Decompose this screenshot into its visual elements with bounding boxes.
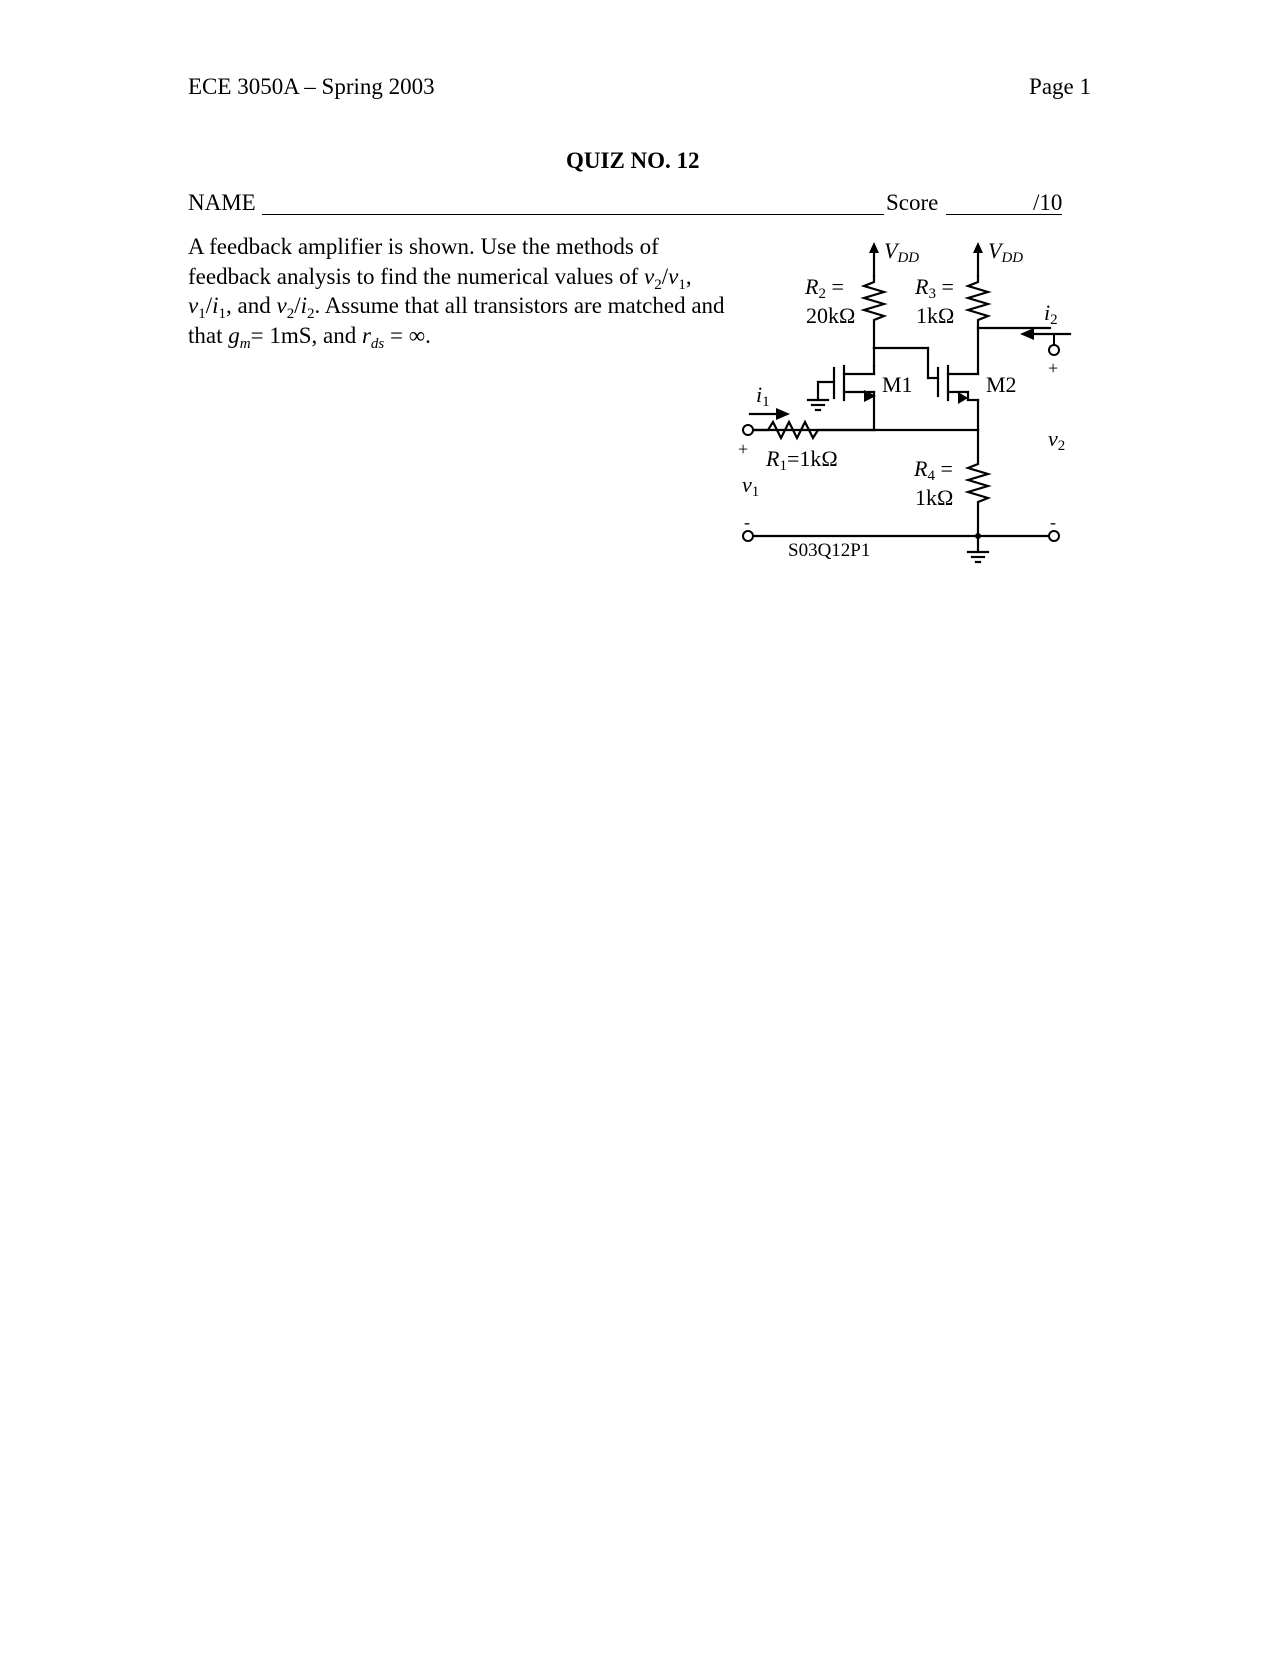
r3-label: R3 = — [915, 274, 954, 302]
input-terminal-plus — [743, 425, 753, 435]
r2-resistor — [864, 276, 884, 348]
m2-label: M2 — [986, 372, 1017, 397]
r4-resistor — [968, 430, 988, 536]
score-label: Score — [886, 190, 939, 215]
r2-label: R2 = — [805, 274, 844, 302]
figure-id: S03Q12P1 — [788, 540, 871, 561]
page-number: Page 1 — [1029, 74, 1091, 99]
v1-label: v1 — [742, 472, 760, 500]
vdd-label-2: VDD — [988, 238, 1024, 266]
v2-label: v2 — [1048, 426, 1066, 454]
r4-value: 1kΩ — [915, 485, 954, 510]
problem-statement: A feedback amplifier is shown. Use the methods of feedback analysis to find the numerical values of $v_2/v_1$, $v_1/i_1$, and $v_2/i_2$. Assume that all transistors are matched and that $g_m= 1mS$, and $r_{ds}$ = ∞. — [188, 234, 725, 352]
quiz-title: QUIZ NO. 12 — [566, 148, 700, 173]
r3-value: 1kΩ — [916, 303, 955, 328]
r4-label: R4 = — [914, 456, 953, 484]
output-minus-label: - — [1050, 512, 1056, 532]
m1-label: M1 — [882, 372, 913, 397]
vdd-label-1: VDD — [884, 238, 920, 266]
name-label: NAME — [188, 190, 256, 215]
score-total: /10 — [1033, 190, 1063, 215]
r3-resistor — [968, 276, 988, 374]
output-plus-label: + — [1048, 358, 1059, 378]
output-terminal-plus — [1049, 345, 1059, 355]
r2-value: 20kΩ — [806, 303, 856, 328]
input-minus-label: - — [744, 512, 750, 532]
r1-label: R1=1kΩ — [766, 446, 838, 474]
input-terminal-minus — [743, 531, 753, 541]
i1-label: i1 — [756, 382, 770, 410]
input-plus-label: + — [738, 439, 749, 459]
output-terminal-minus — [1049, 531, 1059, 541]
i2-label: i2 — [1044, 300, 1058, 328]
course-header: ECE 3050A – Spring 2003 — [188, 74, 435, 99]
